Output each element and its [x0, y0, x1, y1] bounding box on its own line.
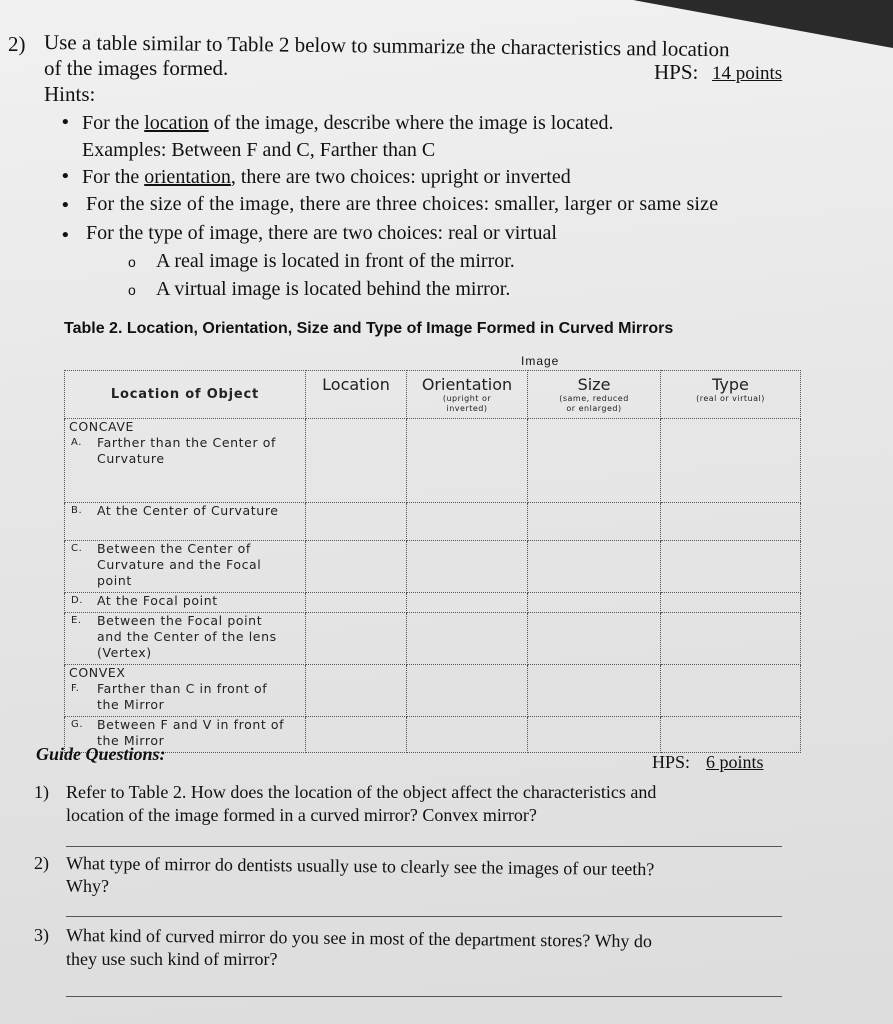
header-location-of-object: Location of Object	[65, 371, 306, 419]
answer-cell[interactable]	[306, 593, 407, 613]
row-text: At the Center of Curvature	[97, 503, 279, 518]
answer-cell[interactable]	[407, 613, 528, 665]
hps-points: 14 points	[712, 63, 783, 84]
circle-bullet-icon: o	[128, 254, 136, 270]
answer-cell[interactable]	[407, 593, 528, 613]
answer-cell[interactable]	[407, 419, 528, 503]
answer-cell[interactable]	[407, 717, 528, 753]
answer-line[interactable]	[66, 996, 782, 997]
row-text: Between F and V in front of the Mirror	[97, 717, 285, 748]
table-row: CONCAVE A. Farther than the Center of Curvature	[65, 419, 801, 503]
guide-hps-points: 6 points	[706, 752, 764, 772]
question-number: 2)	[8, 32, 26, 56]
table-row: CONVEX F. Farther than C in front of the Mirror	[65, 665, 801, 717]
question-2-number: 2)	[34, 853, 49, 873]
row-text: Between the Center of Curvature and the Focal point	[97, 541, 262, 588]
answer-cell[interactable]	[407, 541, 528, 593]
guide-hps-label: HPS:	[652, 752, 691, 772]
header-location: Location	[306, 371, 407, 419]
answer-cell[interactable]	[661, 613, 801, 665]
table-row: G. Between F and V in front of the Mirror	[65, 717, 801, 753]
section-convex: CONVEX	[69, 665, 126, 680]
table-row: B. At the Center of Curvature	[65, 503, 801, 541]
question-2-line-2: Why?	[66, 876, 109, 896]
answer-cell[interactable]	[528, 665, 661, 717]
question-3-number: 3)	[34, 925, 49, 945]
answer-cell[interactable]	[661, 503, 801, 541]
answer-cell[interactable]	[661, 717, 801, 753]
answer-line[interactable]	[66, 916, 782, 917]
hints-label: Hints:	[44, 82, 96, 106]
row-text: Farther than the Center of Curvature	[97, 435, 277, 466]
header-size: Size (same, reduced or enlarged)	[528, 371, 661, 419]
answer-cell[interactable]	[661, 541, 801, 593]
answer-cell[interactable]	[407, 503, 528, 541]
answer-cell[interactable]	[661, 665, 801, 717]
sub-hint-real: A real image is located in front of the mirror.	[156, 250, 515, 272]
answer-cell[interactable]	[306, 541, 407, 593]
answer-cell[interactable]	[306, 665, 407, 717]
circle-bullet-icon: o	[128, 282, 136, 298]
answer-cell[interactable]	[528, 503, 661, 541]
answer-cell[interactable]	[528, 613, 661, 665]
bullet-icon: •	[60, 112, 71, 133]
guide-title: Guide Questions:	[36, 744, 166, 764]
answer-cell[interactable]	[528, 717, 661, 753]
answer-cell[interactable]	[528, 593, 661, 613]
bullet-icon: •	[60, 225, 71, 246]
question-1-line-2: location of the image formed in a curved mirror? Convex mirror?	[66, 805, 537, 825]
answer-line[interactable]	[66, 846, 782, 847]
sub-hint-virtual: A virtual image is located behind the mirror.	[156, 278, 511, 300]
header-type: Type (real or virtual)	[661, 371, 801, 419]
question-line-2: of the images formed.	[44, 56, 229, 80]
answer-cell[interactable]	[407, 665, 528, 717]
question-3-line-1: What kind of curved mirror do you see in most of the department stores? Why do	[65, 925, 653, 952]
table-caption: Table 2. Location, Orientation, Size and Type of Image Formed in Curved Mirrors	[64, 320, 674, 337]
image-header: Image	[521, 354, 560, 368]
row-text: Farther than C in front of the Mirror	[97, 681, 268, 712]
answer-cell[interactable]	[306, 503, 407, 541]
bullet-icon: •	[60, 195, 71, 216]
question-1-line-1: Refer to Table 2. How does the location of the object affect the characteristics and	[66, 782, 657, 802]
answer-cell[interactable]	[306, 613, 407, 665]
header-orientation: Orientation (upright or inverted)	[407, 371, 528, 419]
table-row: C. Between the Center of Curvature and the Focal point	[65, 541, 801, 593]
answer-cell[interactable]	[306, 419, 407, 503]
question-3-line-2: they use such kind of mirror?	[66, 949, 278, 969]
table-header-row	[65, 371, 801, 419]
section-concave: CONCAVE	[69, 419, 135, 434]
hint-location: For the location of the image, describe where the image is located.	[82, 112, 614, 134]
row-text: At the Focal point	[97, 593, 218, 608]
answer-cell[interactable]	[528, 541, 661, 593]
image-characteristics-table	[64, 370, 801, 753]
answer-cell[interactable]	[528, 419, 661, 503]
question-line-1: Use a table similar to Table 2 below to summarize the characteristics and location	[43, 30, 730, 62]
answer-cell[interactable]	[661, 593, 801, 613]
hint-type: For the type of image, there are two choices: real or virtual	[86, 222, 557, 244]
hint-orientation: For the orientation, there are two choices: upright or inverted	[82, 166, 571, 188]
hint-examples: Examples: Between F and C, Farther than C	[82, 139, 436, 161]
hint-size: For the size of the image, there are three choices: smaller, larger or same size	[86, 193, 719, 215]
table-row: D. At the Focal point	[65, 593, 801, 613]
question-2-line-1: What type of mirror do dentists usually use to clearly see the images of our teeth?	[65, 853, 655, 880]
answer-cell[interactable]	[306, 717, 407, 753]
answer-cell[interactable]	[661, 419, 801, 503]
hps-label: HPS:	[654, 60, 699, 84]
table-row: E. Between the Focal point and the Center of the lens (Vertex)	[65, 613, 801, 665]
bullet-icon: •	[60, 166, 71, 187]
row-text: Between the Focal point and the Center of the lens (Vertex)	[97, 613, 277, 660]
question-1-number: 1)	[34, 782, 49, 802]
